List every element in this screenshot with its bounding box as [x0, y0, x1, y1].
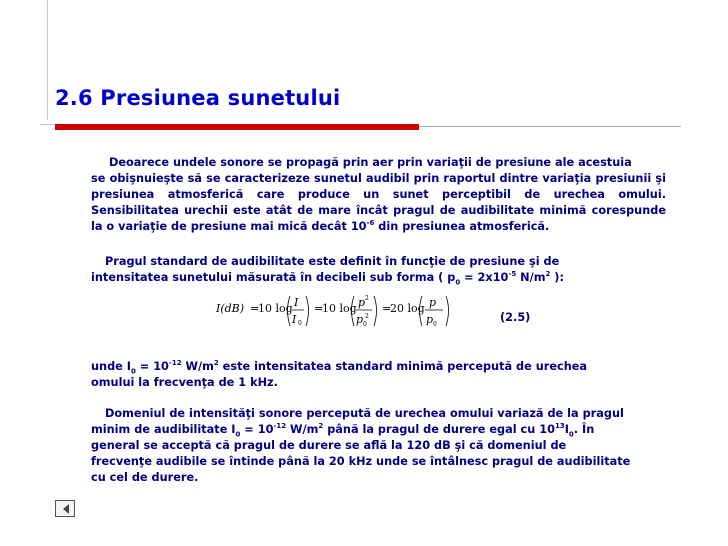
formula-eq1: = [250, 302, 260, 315]
formula-num2: p [358, 296, 366, 309]
title-underline-red [55, 124, 419, 130]
title-underline-gray [419, 126, 681, 127]
paragraph-range-line1: Domeniul de intensităţi sonore percepută de urechea omului variază de la pragul [105, 407, 624, 420]
decibel-formula [210, 290, 460, 332]
formula-den1-sub: 0 [298, 320, 302, 327]
paragraph-range-line5: cu cel de durere. [91, 471, 199, 484]
paragraph-intensity-line1: unde $I_0 = 10^{-12}$ $W/m^2$ este intensitatea standard minimă percepută de urechea [91, 359, 588, 376]
formula-num2-exp: 2 [365, 295, 369, 302]
paragraph-intensity-definition [91, 359, 671, 391]
paragraph-intensity-range [91, 406, 676, 486]
formula-num3: p [429, 296, 437, 309]
decor-vertical-line [47, 0, 48, 120]
exponent: -6 [366, 219, 375, 228]
paragraph-range-line4: frecvenţe audibile se întinde până la 20 kHz unde se întâlnesc pragul de audibilitate [91, 455, 631, 468]
formula-den2-sub: 0 [363, 321, 367, 328]
formula-den3-sub: 0 [433, 321, 437, 328]
paragraph-intro-tail: din presiunea atmosferică. [374, 220, 550, 233]
formula-coef2: 10 log [322, 302, 357, 315]
formula-coef3: 20 log [390, 302, 425, 315]
paragraph-intro-body: se obişnuieşte să se caracterizeze sunetul audibil prin raportul dintre variaţia presiunii şi presiunea atmosferică care produce un sunet perceptibil de urechea omului. Sensibilitatea urechii este atât de mare încât pragul de audibilitate minimă corespunde la o variaţie de presiune mai mică decât 10 [91, 172, 666, 233]
paragraph-threshold-line1: Pragul standard de audibilitate este definit în funcţie de presiune şi de [105, 255, 560, 268]
paragraph-range-line2: minim de audibilitate $I_0 = 10^{-12}$ $W/m^2$ până la pragul de durere egal cu $10^{13}I_0$. În [91, 422, 595, 439]
equation-number: (2.5) [500, 311, 531, 324]
paragraph-intro-first-line: Deoarece undele sonore se propagă prin aer prin variaţii de presiune ale acestuia [109, 156, 632, 169]
formula-den2-exp: 2 [365, 313, 369, 320]
paragraph-range-line3: general se acceptă că pragul de durere se află la 120 dB şi că domeniul de [91, 439, 567, 452]
page-title: 2.6 Presiunea sunetului [55, 86, 341, 110]
back-arrow-icon[interactable] [55, 500, 75, 517]
paragraph-intensity-line2: omului la frecvenţa de 1 kHz. [91, 376, 278, 389]
formula-eq2: = [314, 302, 324, 315]
formula-den2: p [356, 313, 364, 326]
formula-lhs: I(dB) [216, 302, 245, 315]
formula-den1: I [292, 313, 297, 326]
formula-den3: p [426, 313, 434, 326]
paragraph-intro [91, 155, 666, 235]
formula-coef1: 10 log [258, 302, 293, 315]
formula-num1: I [294, 296, 299, 309]
formula-eq3: = [382, 302, 392, 315]
paragraph-threshold-line2: intensitatea sunetului măsurată în decibeli sub forma ( $p_0 = 2x10^{-5}$ $N/m^2$ ): [91, 270, 564, 287]
paragraph-threshold [91, 254, 671, 286]
